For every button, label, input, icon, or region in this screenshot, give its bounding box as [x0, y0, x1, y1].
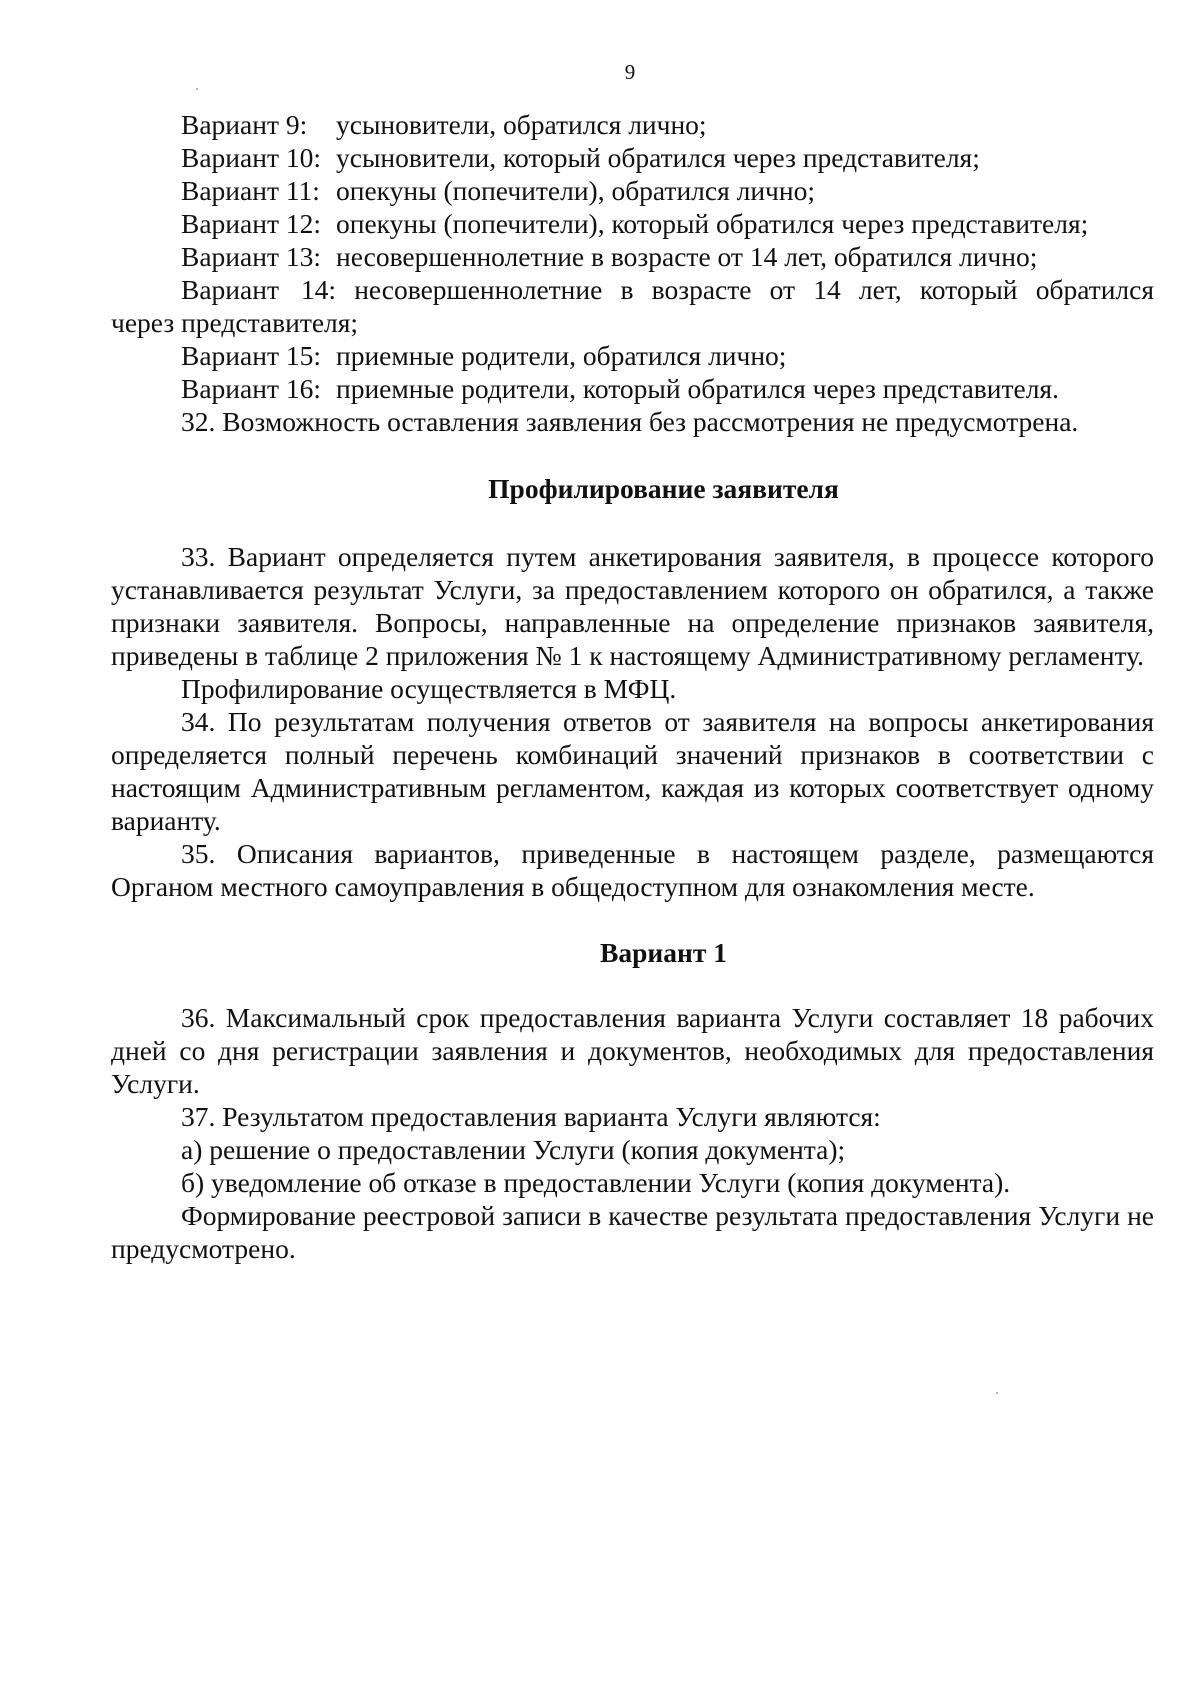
variant-label: Вариант 13:	[181, 241, 321, 272]
list-item-b: б) уведомление об отказе в предоставлении Услуги (копия документа).	[181, 1167, 1011, 1198]
paragraph-33: 33. Вариант определяется путем анкетирования заявителя, в процессе которого устанавливается результат Услуги, за предоставлением которого он обратился, а также признаки заявителя. Вопросы, направленные на определение признаков заявителя, приведены в таблице 2 приложения № 1 к настоящему Административному регламенту.	[111, 541, 1154, 671]
variant-text-continuation: через представителя;	[111, 307, 359, 338]
variant-label: Вариант 16:	[181, 373, 321, 404]
variant-label: Вариант 9:	[181, 109, 308, 140]
paragraph-37: 37. Результатом предоставления варианта Услуги являются:	[181, 1101, 881, 1132]
variant-label: Вариант 11:	[181, 175, 320, 206]
variant-item-13	[111, 240, 1154, 273]
page-number: 9	[624, 60, 636, 84]
variant-label: Вариант 15:	[181, 340, 321, 371]
variant-text: опекуны (попечители), обратился лично;	[336, 175, 815, 206]
variant-text: усыновители, который обратился через представителя;	[336, 142, 980, 173]
variant-item-10	[111, 141, 1154, 174]
variant-label: Вариант 12:	[181, 208, 321, 239]
document-body	[111, 108, 1154, 1265]
paragraph-32: 32. Возможность оставления заявления без рассмотрения не предусмотрена.	[181, 406, 1079, 437]
list-item-a: а) решение о предоставлении Услуги (копия документа);	[181, 1134, 846, 1165]
variant-text: приемные родители, который обратился через представителя.	[336, 373, 1059, 404]
variant-label: Вариант 14:	[181, 274, 336, 305]
paragraph-33-profiling-place: Профилирование осуществляется в МФЦ.	[181, 673, 677, 704]
variant-item-11	[111, 174, 1154, 207]
paragraph-36: 36. Максимальный срок предоставления варианта Услуги составляет 18 рабочих дней со дня регистрации заявления и документов, необходимых для предоставления Услуги.	[111, 1002, 1154, 1099]
paragraph-35: 35. Описания вариантов, приведенные в настоящем разделе, размещаются Органом местного самоуправления в общедоступном для ознакомления месте.	[111, 838, 1154, 902]
section-heading-variant-1: Вариант 1	[600, 937, 727, 968]
paragraph-34: 34. По результатам получения ответов от заявителя на вопросы анкетирования определяется полный перечень комбинаций значений признаков в соответствии с настоящим Административным регламентом, каждая из которых соответствует одному варианту.	[111, 706, 1154, 836]
variant-text: опекуны (попечители), который обратился через представителя;	[336, 208, 1089, 239]
scan-artifact	[196, 88, 198, 90]
section-heading-profiling: Профилирование заявителя	[488, 473, 839, 504]
scan-artifact	[996, 1392, 998, 1394]
variant-text: усыновители, обратился лично;	[336, 109, 707, 140]
paragraph-37-registry: Формирование реестровой записи в качестве результата предоставления Услуги не предусмотрено.	[111, 1200, 1154, 1264]
variant-item-9	[111, 108, 1154, 141]
variant-text: несовершеннолетние в возрасте от 14 лет, обратился лично;	[336, 241, 1038, 272]
variant-item-16	[111, 372, 1154, 405]
variant-item-12	[111, 207, 1154, 240]
variant-item-14	[111, 273, 1154, 306]
variant-item-15	[111, 339, 1154, 372]
variant-text: несовершеннолетние в возрасте от 14 лет, который обратился	[354, 274, 1154, 305]
variant-label: Вариант 10:	[181, 142, 321, 173]
variant-text: приемные родители, обратился лично;	[336, 340, 787, 371]
